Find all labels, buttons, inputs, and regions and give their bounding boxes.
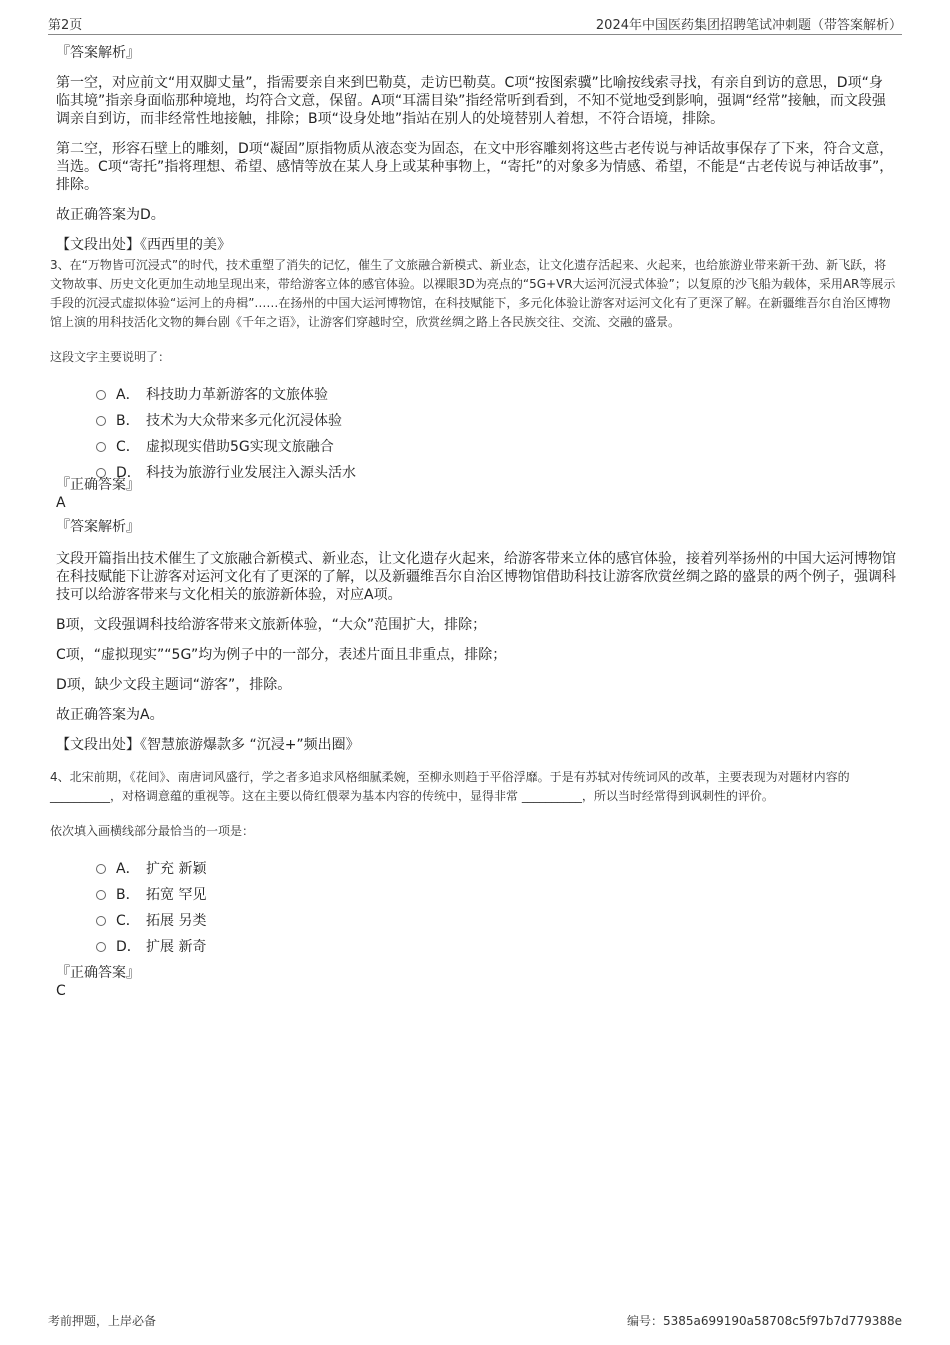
radio-icon[interactable]: [96, 416, 106, 426]
option-d[interactable]: D． 扩展 新奇: [96, 934, 896, 960]
option-c[interactable]: C． 拓展 另类: [96, 908, 896, 934]
radio-icon[interactable]: [96, 890, 106, 900]
document-id: 编号：5385a699190a58708c5f97b7d779388e: [626, 1314, 902, 1328]
footer-slogan: 考前押题，上岸必备: [48, 1314, 157, 1328]
option-d[interactable]: D． 科技为旅游行业发展注入源头活水: [96, 460, 896, 486]
question-3-options: [96, 382, 896, 486]
option-a[interactable]: A． 科技助力革新游客的文旅体验: [96, 382, 896, 408]
question-4-prompt: 依次填入画横线部分最恰当的一项是：: [50, 824, 255, 838]
radio-icon[interactable]: [96, 864, 106, 874]
passage-source: 【文段出处】《西西里的美》: [56, 237, 231, 253]
analysis-paragraph: 第一空，对应前文“用双脚丈量”，指需要亲自来到巴勒莫，走访巴勒莫。C项“按图索骥”比喻按线索寻找，有亲自到访的意思，D项“身临其境”指亲身面临那种境地，均符合文意，保留。A项“耳濡目染”指经常听到看到，不知不觉地受到影响，强调“经常”接触，而文段强调亲自到访，而非经常性地接触，排除；B项“设身处地”指站在别人的处境替别人着想，不符合语境，排除。: [56, 75, 886, 127]
correct-answer: A: [56, 495, 66, 511]
radio-icon[interactable]: [96, 916, 106, 926]
analysis-conclusion: 故正确答案为D。: [56, 207, 165, 223]
analysis-conclusion: 故正确答案为A。: [56, 707, 164, 723]
analysis-label: 『答案解析』: [56, 45, 140, 61]
passage-source: 【文段出处】《智慧旅游爆款多 “沉浸+”频出圈》: [56, 737, 360, 753]
radio-icon[interactable]: [96, 942, 106, 952]
question-4-options: [96, 856, 896, 960]
page-number: 第2页: [48, 18, 83, 33]
document-title: 2024年中国医药集团招聘笔试冲刺题（带答案解析）: [595, 18, 902, 33]
analysis-paragraph: 文段开篇指出技术催生了文旅融合新模式、新业态，让文化遗存火起来，给游客带来立体的感官体验，接着列举扬州的中国大运河博物馆在科技赋能下让游客对运河文化有了更深的了解，以及新疆维吾尔自治区博物馆借助科技让游客欣赏丝绸之路的盛景的两个例子，强调科技可以给游客带来与文化相关的旅游新体验，对应A项。: [56, 551, 896, 603]
correct-answer-label: 『正确答案』: [56, 477, 140, 493]
option-b[interactable]: B． 技术为大众带来多元化沉浸体验: [96, 408, 896, 434]
option-c[interactable]: C． 虚拟现实借助5G实现文旅融合: [96, 434, 896, 460]
option-a[interactable]: A． 扩充 新颖: [96, 856, 896, 882]
page-header: [48, 12, 902, 35]
analysis-paragraph: 第二空，形容石壁上的雕刻，D项“凝固”原指物质从液态变为固态，在文中形容雕刻将这些古老传说与神话故事保存了下来，符合文意，当选。C项“寄托”指将理想、希望、感情等放在某人身上或某种事物上，“寄托”的对象多为情感、希望，不能是“古老传说与神话故事”，排除。: [56, 141, 894, 193]
analysis-label: 『答案解析』: [56, 519, 140, 535]
document-content: [50, 44, 896, 1006]
radio-icon[interactable]: [96, 390, 106, 400]
correct-answer-label: 『正确答案』: [56, 965, 140, 981]
analysis-paragraph: B项，文段强调科技给游客带来文旅新体验，“大众”范围扩大，排除；: [56, 617, 487, 633]
radio-icon[interactable]: [96, 442, 106, 452]
question-3-text: 3、在“万物皆可沉浸式”的时代，技术重塑了消失的记忆，催生了文旅融合新模式、新业态，让文化遗存活起来、火起来，也给旅游业带来新干劲、新飞跃，将文物故事、历史文化更加生动地呈现出来，带给游客立体的感官体验。以裸眼3D为亮点的“5G+VR大运河沉浸式体验”；以复原的沙飞船为载体，采用AR等展示手段的沉浸式虚拟体验“运河上的舟楫”……在扬州的中国大运河博物馆，在科技赋能下，多元化体验让游客对运河文化有了更深了解。在新疆维吾尔自治区博物馆上演的用科技活化文物的舞台剧《千年之语》，让游客们穿越时空，欣赏丝绸之路上各民族交往、交流、交融的盛景。: [50, 258, 896, 329]
question-3-prompt: 这段文字主要说明了：: [50, 350, 171, 364]
question-4-text: 4、北宋前期，《花间》、南唐词风盛行，学之者多追求风格细腻柔婉，至柳永则趋于平俗浮靡。于是有苏轼对传统词风的改革，主要表现为对题材内容的 __________，对格调意蕴的重视等。这在主要以倚红偎翠为基本内容的传统中，显得非常 __________，所以当时经常得到讽刺性的评价。: [50, 770, 850, 803]
option-b[interactable]: B． 拓宽 罕见: [96, 882, 896, 908]
analysis-paragraph: D项，缺少文段主题词“游客”，排除。: [56, 677, 292, 693]
analysis-paragraph: C项，“虚拟现实”“5G”均为例子中的一部分，表述片面且非重点，排除；: [56, 647, 507, 663]
correct-answer: C: [56, 983, 66, 999]
